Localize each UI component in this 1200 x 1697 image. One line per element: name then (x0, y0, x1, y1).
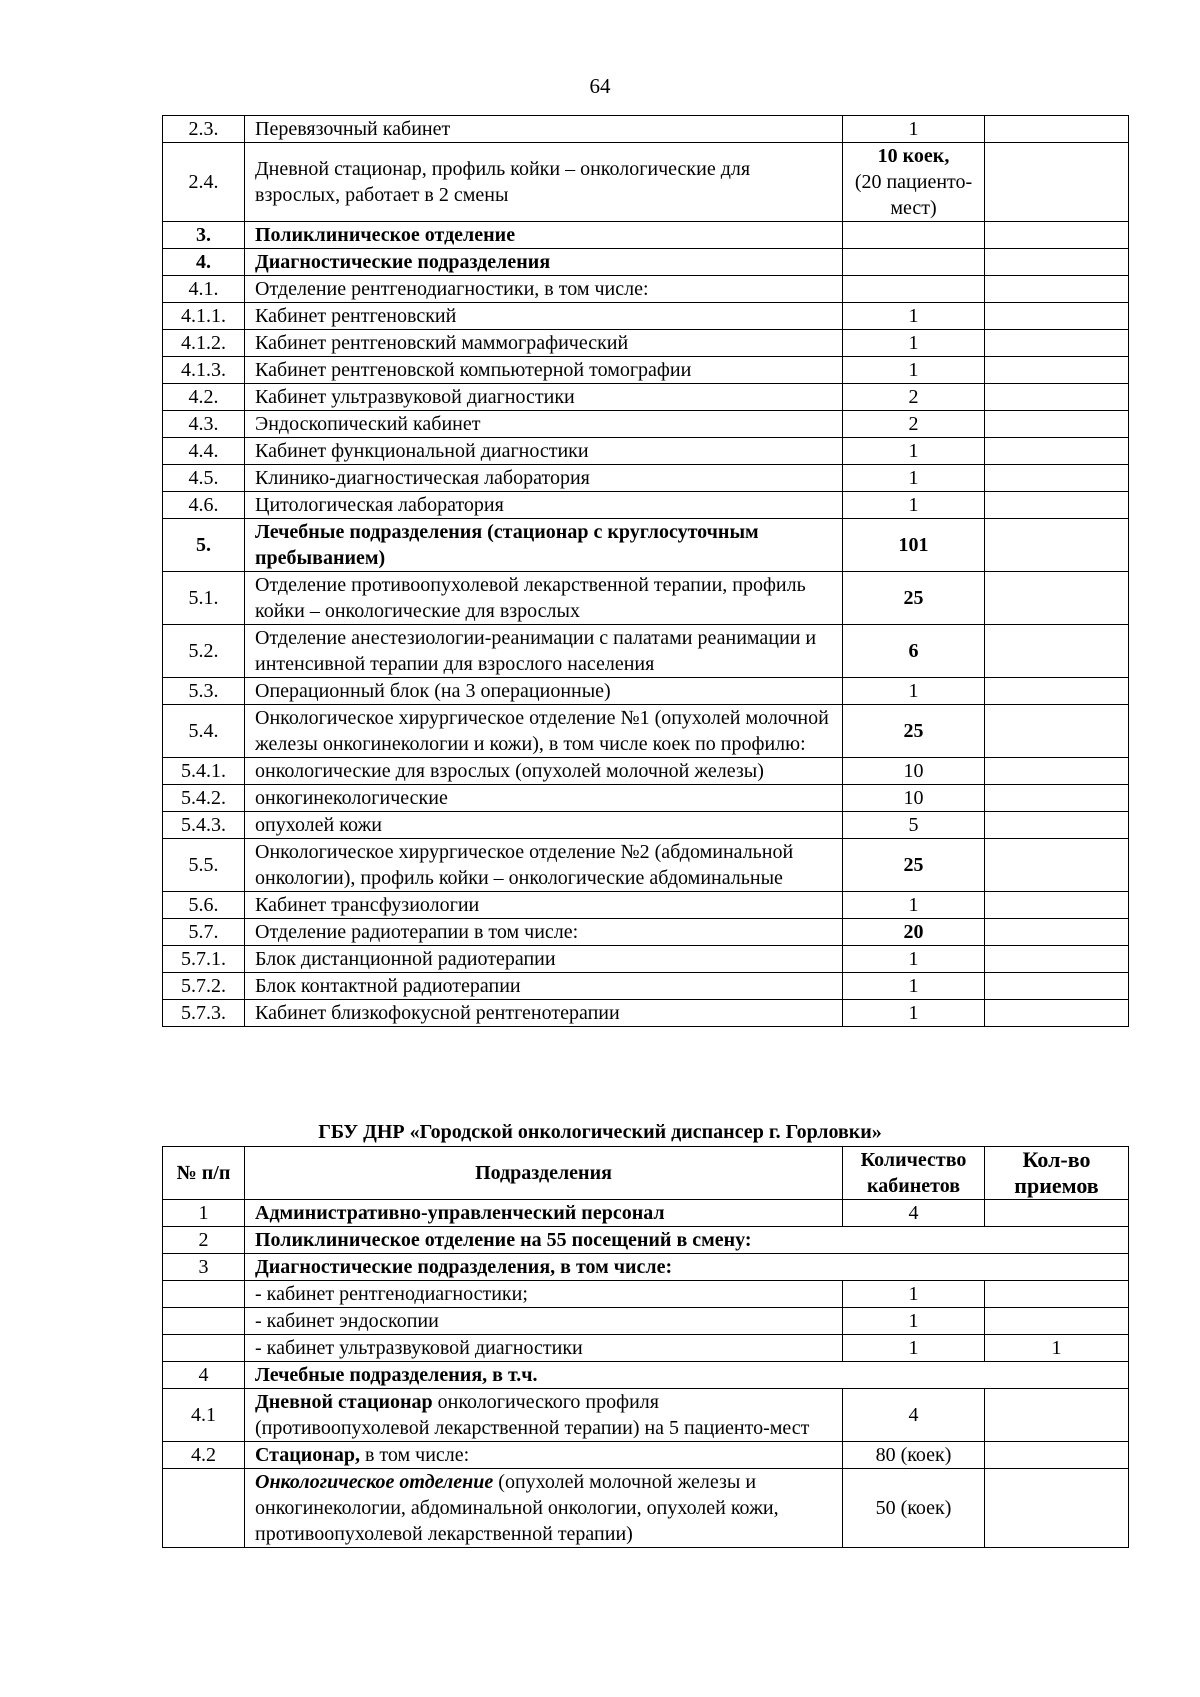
row-name: Кабинет близкофокусной рентгенотерапии (245, 1000, 843, 1027)
row-extra (985, 411, 1129, 438)
row-name-bold: Дневной стационар (255, 1391, 433, 1413)
row-count: 2 (843, 411, 985, 438)
table-row (163, 1362, 1129, 1389)
row-num: 2 (163, 1227, 245, 1254)
row-count: 25 (843, 572, 985, 625)
table-row (163, 384, 1129, 411)
row-extra (985, 438, 1129, 465)
row-num (163, 1469, 245, 1548)
row-name: онкогинекологические (245, 785, 843, 812)
table-row (163, 116, 1129, 143)
row-num: 1 (163, 1200, 245, 1227)
row-count: 6 (843, 625, 985, 678)
row-name (245, 1442, 843, 1469)
header-num: № п/п (163, 1147, 245, 1200)
table-row (163, 1000, 1129, 1027)
row-count: 1 (843, 973, 985, 1000)
row-cabinets: 1 (843, 1335, 985, 1362)
row-name: Отделение противоопухолевой лекарственной терапии, профиль койки – онкологические для взрослых (245, 572, 843, 625)
row-count: 1 (843, 438, 985, 465)
row-count: 2 (843, 384, 985, 411)
departments-table-continued (162, 115, 1129, 1027)
row-num: 4.1.3. (163, 357, 245, 384)
row-name: Кабинет рентгеновский маммографический (245, 330, 843, 357)
row-count: 20 (843, 919, 985, 946)
row-receptions: 1 (985, 1335, 1129, 1362)
row-name: - кабинет рентгенодиагностики; (245, 1281, 843, 1308)
row-num: 4.4. (163, 438, 245, 465)
row-count: 1 (843, 678, 985, 705)
row-extra (985, 812, 1129, 839)
row-cabinets: 4 (843, 1200, 985, 1227)
row-cabinets: 4 (843, 1389, 985, 1442)
table-row (163, 1389, 1129, 1442)
row-name: Диагностические подразделения, в том числе: (245, 1254, 1129, 1281)
row-count: 1 (843, 116, 985, 143)
row-num: 2.3. (163, 116, 245, 143)
table-row (163, 572, 1129, 625)
row-count: 10 (843, 758, 985, 785)
table-row (163, 1442, 1129, 1469)
row-name: Блок дистанционной радиотерапии (245, 946, 843, 973)
row-extra (985, 222, 1129, 249)
row-num (163, 1281, 245, 1308)
header-name: Подразделения (245, 1147, 843, 1200)
header-cabinets: Количество кабинетов (843, 1147, 985, 1200)
table-row (163, 839, 1129, 892)
row-name-bold-italic: Онкологическое отделение (255, 1471, 494, 1493)
row-extra (985, 946, 1129, 973)
row-num: 4.1. (163, 276, 245, 303)
row-extra (985, 357, 1129, 384)
row-num: 4 (163, 1362, 245, 1389)
table-row (163, 1254, 1129, 1281)
row-num: 5.2. (163, 625, 245, 678)
table-row (163, 812, 1129, 839)
row-name: Кабинет рентгеновской компьютерной томографии (245, 357, 843, 384)
row-name: Эндоскопический кабинет (245, 411, 843, 438)
row-num: 5.7.2. (163, 973, 245, 1000)
table-row (163, 973, 1129, 1000)
row-name: Онкологическое хирургическое отделение №1 (опухолей молочной железы онкогинекологии и кожи), в том числе коек по профилю: (245, 705, 843, 758)
row-extra (985, 839, 1129, 892)
row-count: 1 (843, 892, 985, 919)
row-count-places: (20 пациенто-мест) (854, 171, 973, 219)
row-receptions (985, 1200, 1129, 1227)
table-row (163, 678, 1129, 705)
row-count (843, 143, 985, 222)
row-name (245, 1389, 843, 1442)
table-row (163, 519, 1129, 572)
row-extra (985, 276, 1129, 303)
row-count: 5 (843, 812, 985, 839)
row-num (163, 1308, 245, 1335)
row-count: 101 (843, 519, 985, 572)
row-num: 5.7.1. (163, 946, 245, 973)
row-num: 5.1. (163, 572, 245, 625)
row-num: 5. (163, 519, 245, 572)
row-cabinets: 50 (коек) (843, 1469, 985, 1548)
row-receptions (985, 1308, 1129, 1335)
table-row (163, 276, 1129, 303)
row-extra (985, 1000, 1129, 1027)
row-num: 5.6. (163, 892, 245, 919)
row-name: Отделение анестезиологии-реанимации с палатами реанимации и интенсивной терапии для взрослого населения (245, 625, 843, 678)
row-name: Кабинет ультразвуковой диагностики (245, 384, 843, 411)
row-name: Блок контактной радиотерапии (245, 973, 843, 1000)
row-count: 1 (843, 492, 985, 519)
row-num: 5.4.3. (163, 812, 245, 839)
table-row (163, 492, 1129, 519)
row-num: 4.1 (163, 1389, 245, 1442)
row-num: 5.4. (163, 705, 245, 758)
row-num: 5.4.1. (163, 758, 245, 785)
row-extra (985, 785, 1129, 812)
row-count: 1 (843, 330, 985, 357)
table-row (163, 625, 1129, 678)
row-receptions (985, 1442, 1129, 1469)
row-name: опухолей кожи (245, 812, 843, 839)
row-extra (985, 625, 1129, 678)
row-name: Отделение рентгенодиагностики, в том числе: (245, 276, 843, 303)
table-header-row (163, 1147, 1129, 1200)
row-name: Перевязочный кабинет (245, 116, 843, 143)
row-name: Кабинет рентгеновский (245, 303, 843, 330)
row-extra (985, 519, 1129, 572)
row-count: 25 (843, 839, 985, 892)
row-name: - кабинет эндоскопии (245, 1308, 843, 1335)
row-count: 1 (843, 303, 985, 330)
table-row (163, 438, 1129, 465)
row-name: Операционный блок (на 3 операционные) (245, 678, 843, 705)
row-num (163, 1335, 245, 1362)
table-row (163, 1308, 1129, 1335)
table-row (163, 411, 1129, 438)
row-count (843, 222, 985, 249)
row-num: 4.1.1. (163, 303, 245, 330)
row-extra (985, 892, 1129, 919)
row-name: Лечебные подразделения, в т.ч. (245, 1362, 1129, 1389)
row-num: 4.1.2. (163, 330, 245, 357)
row-extra (985, 465, 1129, 492)
row-extra (985, 492, 1129, 519)
table-row (163, 919, 1129, 946)
row-num: 5.7.3. (163, 1000, 245, 1027)
row-count-beds: 10 коек, (877, 145, 950, 167)
table-row (163, 330, 1129, 357)
row-extra (985, 116, 1129, 143)
table-row (163, 946, 1129, 973)
table-row (163, 1200, 1129, 1227)
row-name: Дневной стационар, профиль койки – онкологические для взрослых, работает в 2 смены (245, 143, 843, 222)
row-receptions (985, 1281, 1129, 1308)
row-name-rest: онкологического профиля (противоопухолевой лекарственной терапии) на 5 пациенто-мест (255, 1391, 810, 1439)
row-count (843, 276, 985, 303)
row-name: Клинико-диагностическая лаборатория (245, 465, 843, 492)
row-count: 10 (843, 785, 985, 812)
row-num: 5.3. (163, 678, 245, 705)
row-extra (985, 249, 1129, 276)
row-extra (985, 303, 1129, 330)
row-extra (985, 973, 1129, 1000)
row-count: 1 (843, 946, 985, 973)
row-receptions (985, 1389, 1129, 1442)
row-name: - кабинет ультразвуковой диагностики (245, 1335, 843, 1362)
row-name-bold: Стационар, (255, 1444, 360, 1466)
header-receptions: Кол-во приемов (985, 1147, 1129, 1200)
row-name: Онкологическое хирургическое отделение №2 (абдоминальной онкологии), профиль койки – онкологические абдоминальные (245, 839, 843, 892)
table-row (163, 1227, 1129, 1254)
row-name-rest: в том числе: (359, 1444, 470, 1466)
table-row (163, 705, 1129, 758)
row-extra (985, 919, 1129, 946)
row-name: Поликлиническое отделение (245, 222, 843, 249)
row-num: 4.6. (163, 492, 245, 519)
row-cabinets: 80 (коек) (843, 1442, 985, 1469)
row-name: Лечебные подразделения (стационар с круглосуточным пребыванием) (245, 519, 843, 572)
row-num: 4.2 (163, 1442, 245, 1469)
table-row (163, 892, 1129, 919)
row-name: Диагностические подразделения (245, 249, 843, 276)
table-row (163, 1469, 1129, 1548)
row-num: 4.5. (163, 465, 245, 492)
row-cabinets: 1 (843, 1281, 985, 1308)
row-name: Отделение радиотерапии в том числе: (245, 919, 843, 946)
table-row (163, 1281, 1129, 1308)
row-num: 3. (163, 222, 245, 249)
row-num: 5.5. (163, 839, 245, 892)
row-name-rest: (опухолей молочной железы и онкогинекологии, абдоминальной онкологии, опухолей кожи, противоопухолевой лекарственной терапии) (255, 1471, 779, 1545)
row-extra (985, 705, 1129, 758)
row-name: Цитологическая лаборатория (245, 492, 843, 519)
row-name: онкологические для взрослых (опухолей молочной железы) (245, 758, 843, 785)
row-extra (985, 572, 1129, 625)
row-num: 5.7. (163, 919, 245, 946)
row-extra (985, 330, 1129, 357)
row-extra (985, 678, 1129, 705)
row-name: Кабинет функциональной диагностики (245, 438, 843, 465)
row-count: 1 (843, 1000, 985, 1027)
row-num: 4. (163, 249, 245, 276)
table-row (163, 303, 1129, 330)
table-row (163, 143, 1129, 222)
row-name: Административно-управленческий персонал (245, 1200, 843, 1227)
table-row (163, 1335, 1129, 1362)
row-count (843, 249, 985, 276)
table-row (163, 222, 1129, 249)
row-count: 1 (843, 465, 985, 492)
row-num: 3 (163, 1254, 245, 1281)
page-number: 64 (589, 74, 611, 98)
row-num: 5.4.2. (163, 785, 245, 812)
gorlovka-dispensary-table (162, 1146, 1129, 1548)
row-extra (985, 143, 1129, 222)
gorlovka-dispensary-title: ГБУ ДНР «Городской онкологический диспансер г. Горловки» (318, 1121, 882, 1143)
row-name: Кабинет трансфузиологии (245, 892, 843, 919)
table-row (163, 249, 1129, 276)
row-num: 4.3. (163, 411, 245, 438)
row-num: 4.2. (163, 384, 245, 411)
table-row (163, 785, 1129, 812)
row-receptions (985, 1469, 1129, 1548)
row-count: 25 (843, 705, 985, 758)
row-count: 1 (843, 357, 985, 384)
row-name (245, 1469, 843, 1548)
row-extra (985, 384, 1129, 411)
table-row (163, 357, 1129, 384)
table-row (163, 465, 1129, 492)
row-num: 2.4. (163, 143, 245, 222)
row-name: Поликлиническое отделение на 55 посещений в смену: (245, 1227, 1129, 1254)
table-row (163, 758, 1129, 785)
row-cabinets: 1 (843, 1308, 985, 1335)
row-extra (985, 758, 1129, 785)
